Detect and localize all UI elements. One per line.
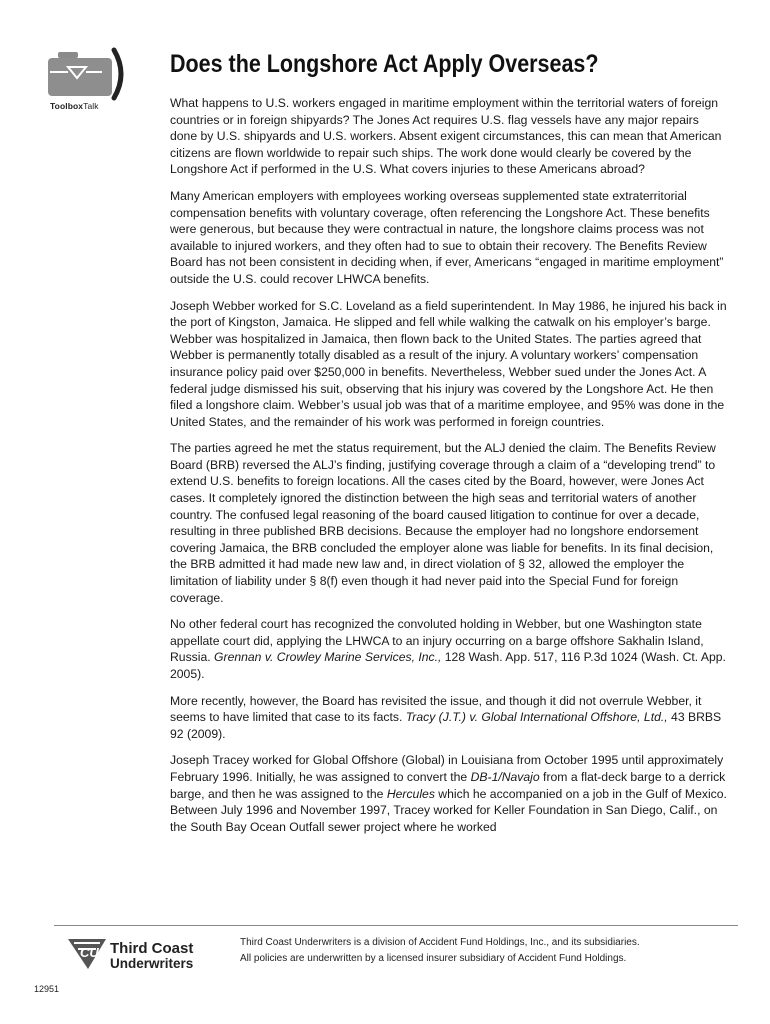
vessel-name: DB-1/Navajo [470,769,540,784]
paragraph-2: Many American employers with employees working overseas supplemented state extraterritorial compensation benefits with voluntary coverage, often referencing the Longshore Act. These benefits were generous, but because they were contractual in nature, the longshore claims process was not available to injured workers, and they often had to sue to obtain their recovery. The Benefits Review Board has not been consistent in deciding when, if ever, Americans “engaged in maritime employment” outside the U.S. could recover LHWCA benefits. [170,188,724,286]
paragraph-4: The parties agreed he met the status requirement, but the ALJ denied the claim. The Benefits Review Board (BRB) reversed the ALJ’s finding, justifying coverage through a claim of a “developing trend” to extend U.S. benefits to foreign locations. All the cases cited by the Board, however, were Jones Act cases. It completely ignored the distinction between the high seas and territorial waters of another country. The confused legal reasoning of the board caused litigation to continue for over a decade, resulting in three published BRB decisions. Because the employer had no longshore endorsement covering Jamaica, the BRB concluded the employer alone was liable for benefits. In its final decision, the BRB admitted it had made new law and, in direct violation of § 32, allowed the employer the limitation of liability under § 8(f) even though it had never paid into the Special Fund for foreign coverage. [170,441,716,605]
paragraph-1: What happens to U.S. workers engaged in maritime employment within the territorial waters of foreign countries or in foreign shipyards? The Jones Act requires U.S. flag vessels have any major repairs done by U.S. shipyards and U.S. workers. Absent exigent circumstances, this can mean that American citizens are flown worldwide to repair such ships. The work done would clearly be covered by the Longshore Act if performed in the U.S. What covers injuries to these Americans abroad? [170,96,722,177]
footer-divider [54,925,738,926]
case-citation: Grennan v. Crowley Marine Services, Inc., [214,650,442,665]
case-citation: Tracy (J.T.) v. Global International Offshore, Ltd., [405,710,668,725]
document-number: 12951 [34,984,60,994]
page-title: Does the Longshore Act Apply Overseas? [170,50,599,78]
paragraph-3: Joseph Webber worked for S.C. Loveland as a field superintendent. In May 1986, he injured his back in the port of Kingston, Jamaica. He slipped and fell while walking the catwalk on his employer’s barge. Webber was hospitalized in Jamaica, then flown back to the United States. The parties agreed that Webber is permanently totally disabled as a result of the injury. A voluntary workers’ compensation insurance policy paid over $250,000 in benefits. Nevertheless, Webber sued under the Jones Act. A federal judge dismissed his suit, observing that his injury was covered by the Longshore Act. He then filed a longshore claim. Webber’s usual job was that of a maritime employee, and 95% was done in the United States, and the remainder of his work was performed in foreign countries. [170,298,727,429]
logo-wordmark: ToolboxTalk [50,101,99,111]
third-coast-underwriters-logo [66,933,202,973]
paragraph-7: Joseph Tracey worked for Global Offshore (Global) in Louisiana from October 1995 until approximately February 1996. Initially, he was assigned to convert the DB-1/Navajo from a flat-deck barge to a derrick barge, and then he was assigned to the Hercules which he accompanied on a job in the Gulf of Mexico. Between July 1996 and November 1997, Tracey worked for Keller Foundation in San Diego, Calif., on the South Bay Ocean Outfall sewer project where he worked [170,753,727,834]
paragraph-5: No other federal court has recognized the convoluted holding in Webber, but one Washington state appellate court did, applying the LHWCA to an injury occurring on a barge offshore Sakhalin Island, Russia. Grennan v. Crowley Marine Services, Inc., 128 Wash. App. 517, 116 P.3d 1024 (Wash. Ct. App. 2005). [170,617,726,681]
paragraph-6: More recently, however, the Board has revisited the issue, and though it did not overrule Webber, it seems to have limited that case to its facts. Tracy (J.T.) v. Global International Offshore, Ltd., 43 BRBS 92 (2009). [170,693,722,741]
article-body [170,95,728,845]
footer-disclaimer: Third Coast Underwriters is a division of Accident Fund Holdings, Inc., and its subsidiaries. All policies are underwritten by a licensed insurer subsidiary of Accident Fund Holdings. [240,937,640,964]
svg-text:Underwriters: Underwriters [110,956,194,971]
svg-text:CU: CU [80,945,99,960]
vessel-name: Hercules [386,786,435,801]
svg-text:Third Coast: Third Coast [110,940,194,957]
